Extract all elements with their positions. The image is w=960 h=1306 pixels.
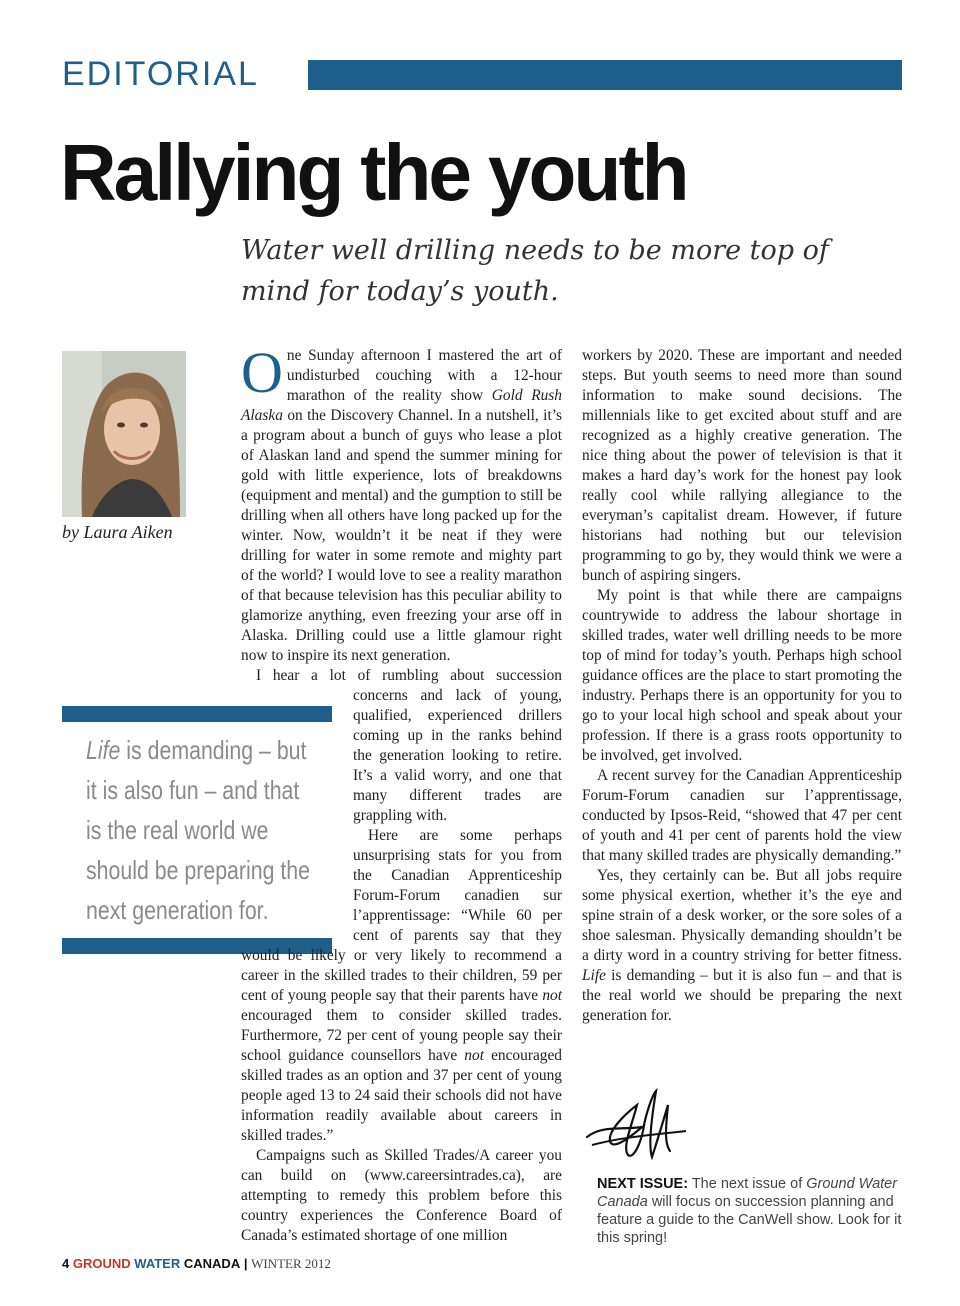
- text-run: encouraged them to consider skilled trades. Furthermore, 72 per cent of young people say their school guidance counsellors have: [241, 1007, 562, 1064]
- section-bar: [308, 60, 902, 90]
- signature: [582, 1085, 692, 1165]
- show-title: Gold Rush Alaska: [241, 387, 562, 424]
- paragraph: Campaigns such as Skilled Trades/A career you can build on (www.careersintrades.ca), are attempting to remedy this problem before this country experiences the Conference Board of Canada’s estimated shortage of one million: [241, 1147, 562, 1244]
- text-run: Here are some perhaps unsurprising stats for you from the Canadian Apprenticeship Forum-Forum canadien sur l’apprentissage: “While 60 per cent of parents say that they would be likely or very likely to recommend a career in the skilled trades to their children, 59 per cent of young people say that their parents have: [241, 827, 562, 1004]
- section-label: EDITORIAL: [62, 55, 259, 93]
- byline: by Laura Aiken: [62, 522, 173, 542]
- next-issue-note: [597, 1175, 902, 1247]
- paragraph: A recent survey for the Canadian Apprenticeship Forum-Forum canadien sur l’apprentissage, conducted by Ipsos-Reid, “showed that 47 per cent of youth and 41 per cent of parents hold the view that many skilled trades are physically demanding.”: [582, 767, 902, 864]
- paragraph: workers by 2020. These are important and needed steps. But youth seems to need more than sound information to make sound decisions. The millennials like to get excited about stuff and are recognized as a highly creative generation. The nice thing about the power of television is that it makes a hard day’s work for the honest pay look really cool while rallying allegiance to the everyman’s capitalist dream. However, if future historians had nothing but our television programming to go by, they would think we were a bunch of aspiring singers.: [582, 347, 902, 584]
- next-issue-label: NEXT ISSUE:: [597, 1176, 689, 1192]
- pub-name-2: WATER: [134, 1256, 181, 1271]
- page-number: 4: [62, 1256, 70, 1271]
- emphasis: not: [464, 1047, 484, 1064]
- drop-cap: O: [241, 340, 283, 405]
- pub-name-1: GROUND: [72, 1256, 131, 1271]
- author-photo-svg: [62, 351, 186, 517]
- pull-quote-spacer: [241, 666, 353, 940]
- pull-quote-lead: Life: [86, 735, 121, 765]
- headline: Rallying the youth: [60, 128, 687, 217]
- author-photo: [62, 351, 186, 517]
- issue-date: WINTER 2012: [251, 1256, 331, 1271]
- text-run: encouraged skilled trades as an option and 37 per cent of young people aged 13 to 24 said their schools did not have information readily available about careers in skilled trades.”: [241, 1047, 562, 1144]
- body-column-2: [582, 346, 902, 1026]
- text-run: will focus on succession planning and feature a guide to the CanWell show. Look for it this spring!: [597, 1194, 902, 1246]
- footer-separator: |: [243, 1256, 248, 1271]
- paragraph: [582, 866, 902, 1026]
- text-run: The next issue of: [688, 1176, 807, 1192]
- text-run: on the Discovery Channel. In a nutshell, it’s a program about a bunch of guys who lease a plot of Alaskan land and spend the summer mining for gold with little experience, lots of breakdowns (equipment and mental) and the gumption to still be drilling when all others have long packed up for the winter. Now, wouldn’t it be neat if they were drilling for water in some remote and mighty part of the world? I would love to see a reality marathon of that because television has this peculiar ability to glamorize anything, even freezing your arse off in Alaska. Drilling could use a little glamour right now to inspire its next generation.: [241, 407, 562, 664]
- pull-quote-text: is demanding – but it is also fun – and that is the real world we should be preparing the next generation for.: [86, 735, 311, 925]
- magazine-name: Ground Water Canada: [597, 1176, 898, 1210]
- text-run: Yes, they certainly can be. But all jobs require some physical exertion, whether it’s the eye and spine strain of a desk worker, or the sore soles of a shoe salesman. Physically demanding shouldn’t be a dirty word in a country striving for better fitness.: [582, 867, 902, 964]
- page-footer: [62, 1256, 331, 1272]
- paragraph: [241, 340, 562, 666]
- emphasis: not: [542, 987, 562, 1004]
- emphasis: Life: [582, 967, 606, 984]
- paragraph: [241, 666, 562, 826]
- text-run: is demanding – but it is also fun – and that is the real world we should be preparing the next generation for.: [582, 967, 902, 1024]
- text-run: ne Sunday afternoon I mastered the art of undisturbed couching with a 12-hour marathon of the reality show: [286, 347, 562, 404]
- pub-name-3: CANADA: [183, 1256, 241, 1271]
- text-run: I hear a lot of rumbling about succession concerns and lack of young, qualified, experienced drillers coming up in the ranks behind the generation looking to retire. It’s a valid worry, and one that many different trades are grappling with.: [256, 667, 562, 824]
- deck: Water well drilling needs to be more top of mind for today’s youth.: [241, 235, 829, 307]
- body-column-1: [241, 340, 562, 1246]
- paragraph: My point is that while there are campaigns countrywide to address the labour shortage in skilled trades, water well drilling needs to be more top of mind for today’s youth. Perhaps high school guidance offices are the place to start promoting the industry. Perhaps there is an opportunity for you to go to your local high school and speak about your profession. If there is a grass roots opportunity to be involved, get involved.: [582, 587, 902, 764]
